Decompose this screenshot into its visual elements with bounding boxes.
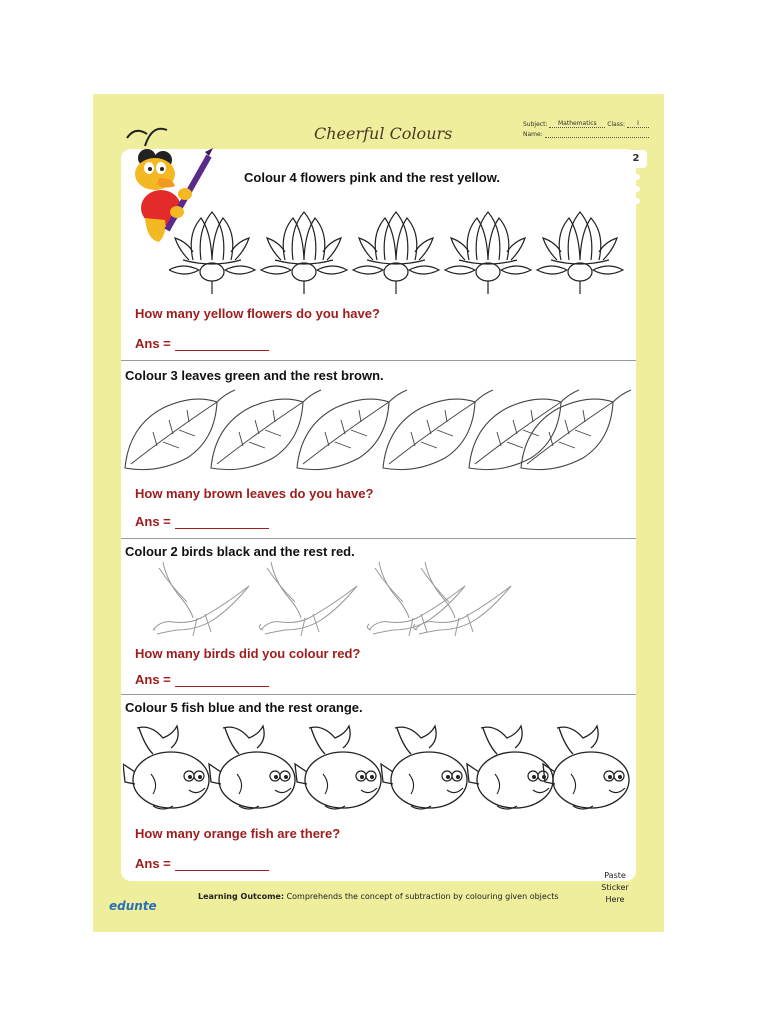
section-4-question: How many orange fish are there? [135, 826, 341, 841]
sticker-line: Paste [604, 871, 626, 880]
leaf-icon[interactable] [383, 390, 493, 470]
section-1-answer [135, 336, 269, 351]
sticker-line: Here [605, 895, 625, 904]
fish-icon[interactable] [381, 726, 467, 809]
section-3-instruction: Colour 2 birds black and the rest red. [125, 544, 355, 559]
decor-dot [634, 174, 640, 180]
page-number: 2 [625, 150, 647, 168]
flower-icon[interactable] [445, 212, 531, 294]
answer-label: Ans = [135, 856, 171, 871]
flower-icon[interactable] [353, 212, 439, 294]
fish-icon[interactable] [543, 726, 629, 809]
leaf-icon[interactable] [521, 390, 631, 470]
name-field[interactable] [545, 137, 649, 138]
leaf-icon[interactable] [211, 390, 321, 470]
section-2-question: How many brown leaves do you have? [135, 486, 374, 501]
section-divider [121, 360, 636, 361]
class-value[interactable]: I [627, 120, 649, 128]
bird-icon[interactable] [259, 562, 357, 636]
learning-outcome-label: Learning Outcome: [198, 892, 285, 901]
fish-row [123, 724, 633, 812]
section-divider [121, 694, 636, 695]
answer-label: Ans = [135, 514, 171, 529]
decor-dot [634, 198, 640, 204]
flower-icon[interactable] [261, 212, 347, 294]
birds-row [153, 558, 513, 640]
fish-icon[interactable] [295, 726, 381, 809]
learning-outcome-text: Comprehends the concept of subtraction by colouring given objects [286, 892, 559, 901]
answer-label: Ans = [135, 672, 171, 687]
section-divider [121, 538, 636, 539]
fish-icon[interactable] [209, 726, 295, 809]
answer-blank[interactable] [175, 338, 269, 351]
section-1-instruction: Colour 4 flowers pink and the rest yellow. [244, 170, 500, 185]
sticker-line: Sticker [601, 883, 629, 892]
learning-outcome [198, 892, 559, 901]
section-4-instruction: Colour 5 fish blue and the rest orange. [125, 700, 363, 715]
subject-label: Subject: [523, 121, 548, 128]
leaves-row [123, 388, 638, 474]
section-3-question: How many birds did you colour red? [135, 646, 361, 661]
paste-sticker-area [591, 870, 639, 906]
flower-icon[interactable] [537, 212, 623, 294]
answer-label: Ans = [135, 336, 171, 351]
section-3-answer [135, 672, 269, 687]
worksheet-frame [93, 94, 664, 932]
bird-icon[interactable] [367, 562, 465, 636]
answer-blank[interactable] [175, 858, 269, 871]
answer-blank[interactable] [175, 516, 269, 529]
fish-icon[interactable] [123, 726, 209, 809]
section-1-question: How many yellow flowers do you have? [135, 306, 380, 321]
page-title: Cheerful Colours [314, 124, 453, 143]
subject-value[interactable]: Mathematics [549, 120, 605, 128]
answer-blank[interactable] [175, 674, 269, 687]
leaf-icon[interactable] [125, 390, 235, 470]
bird-icon[interactable] [153, 562, 249, 636]
edunte-logo: edunte [109, 899, 157, 913]
section-2-answer [135, 514, 269, 529]
class-label: Class: [607, 121, 625, 128]
leaf-icon[interactable] [297, 390, 407, 470]
decor-dot [634, 186, 640, 192]
leaf-icon[interactable] [469, 390, 579, 470]
bird-icon[interactable] [413, 562, 511, 636]
flowers-row [169, 210, 639, 298]
section-2-instruction: Colour 3 leaves green and the rest brown. [125, 368, 384, 383]
section-4-answer [135, 856, 269, 871]
subject-class-name-block [523, 118, 651, 138]
fish-icon[interactable] [467, 726, 553, 809]
name-label: Name: [523, 131, 543, 138]
flower-icon[interactable] [169, 212, 255, 294]
